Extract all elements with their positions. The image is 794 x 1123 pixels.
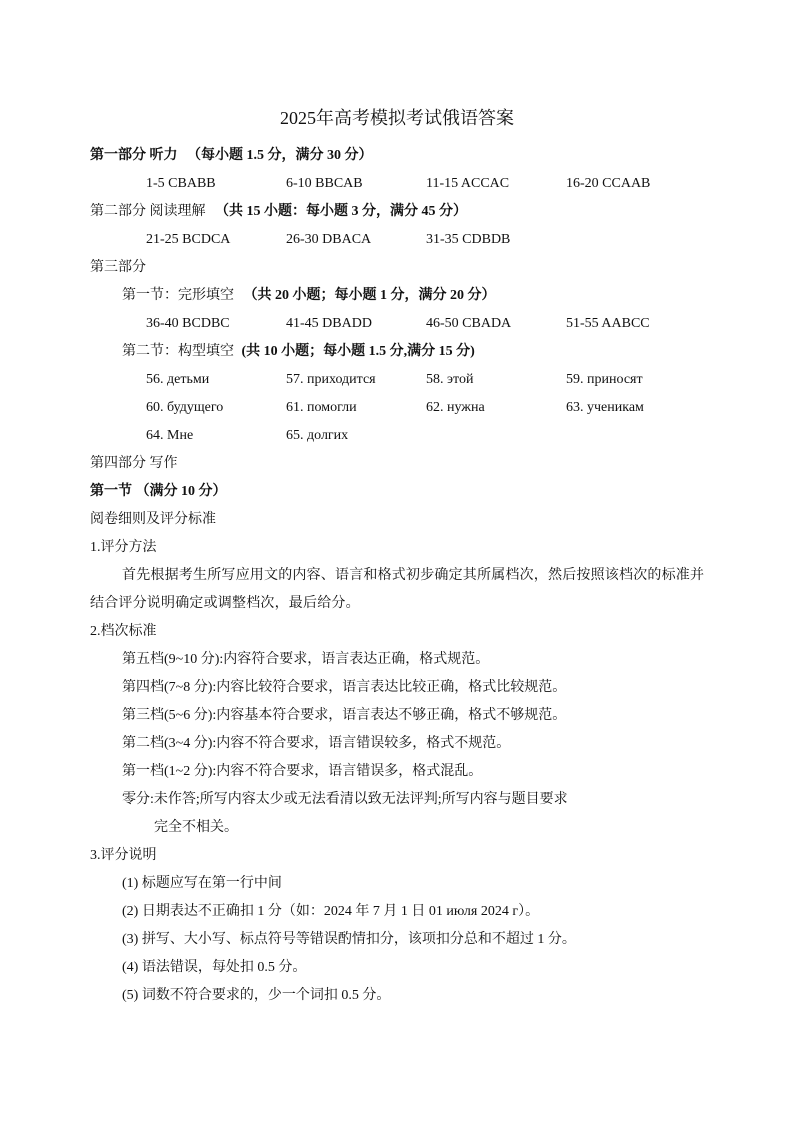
- rules-title: 阅卷细则及评分标准: [90, 512, 216, 527]
- method-title: 1.评分方法: [90, 540, 157, 555]
- answer-cell: 1-5 CBABB: [146, 176, 216, 191]
- page-title: 2025年高考模拟考试俄语答案: [280, 108, 514, 128]
- note-item: (3) 拼写、大小写、标点符号等错误酌情扣分，该项扣分总和不超过 1 分。: [122, 932, 576, 947]
- part2-score: （共 15 小题：每小题 3 分，满分 45 分）: [215, 204, 467, 219]
- note-item: (5) 词数不符合要求的，少一个词扣 0.5 分。: [122, 988, 391, 1003]
- answer-cell: 41-45 DBADD: [286, 316, 372, 331]
- levels-title: 2.档次标准: [90, 624, 157, 639]
- level-item: 第二档(3~4 分):内容不符合要求，语言错误较多，格式不规范。: [122, 736, 511, 751]
- note-item: (1) 标题应写在第一行中间: [122, 876, 282, 891]
- answer-cell: 65. долгих: [286, 428, 349, 443]
- part3-section1-score: （共 20 小题；每小题 1 分，满分 20 分）: [243, 288, 496, 303]
- notes-title: 3.评分说明: [90, 848, 157, 863]
- part2-heading-line: [90, 202, 467, 222]
- answer-cell: 59. приносят: [566, 372, 643, 387]
- answer-cell: 57. приходится: [286, 372, 376, 387]
- part1-heading: 第一部分 听力: [90, 148, 178, 163]
- part3-section1-line: [122, 286, 496, 306]
- answer-cell: 46-50 CBADA: [426, 316, 512, 331]
- answer-cell: 36-40 BCDBC: [146, 316, 230, 331]
- note-item: (2) 日期表达不正确扣 1 分（如：2024 年 7 月 1 日 01 июля 2024 г）。: [122, 904, 540, 919]
- zero-score-line2: 完全不相关。: [154, 820, 238, 835]
- answer-cell: 62. нужна: [426, 400, 485, 415]
- answer-cell: 26-30 DBACA: [286, 232, 372, 247]
- answer-cell: 51-55 AABCC: [566, 316, 650, 331]
- part3-section2-line: [122, 342, 475, 362]
- answer-cell: 64. Мне: [146, 428, 194, 443]
- level-item: 第五档(9~10 分):内容符合要求，语言表达正确，格式规范。: [122, 652, 490, 667]
- part4-section1-heading: 第一节 （满分 10 分）: [90, 484, 227, 499]
- answer-cell: 6-10 BBCAB: [286, 176, 363, 191]
- answer-cell: 16-20 CCAAB: [566, 176, 651, 191]
- part1-score: （每小题 1.5 分，满分 30 分）: [187, 148, 373, 163]
- level-item: 第四档(7~8 分):内容比较符合要求，语言表达比较正确，格式比较规范。: [122, 680, 567, 695]
- answer-cell: 56. детьми: [146, 372, 210, 387]
- part3-section2-heading: 第二节：构型填空: [122, 344, 234, 359]
- part1-heading-line: [90, 146, 373, 166]
- answer-cell: 31-35 CDBDB: [426, 232, 511, 247]
- answer-cell: 63. ученикам: [566, 400, 644, 415]
- part4-heading: 第四部分 写作: [90, 456, 178, 471]
- zero-score-line1: 零分:未作答;所写内容太少或无法看清以致无法评判;所写内容与题目要求: [122, 792, 568, 807]
- note-item: (4) 语法错误，每处扣 0.5 分。: [122, 960, 307, 975]
- answer-cell: 21-25 BCDCA: [146, 232, 231, 247]
- answer-cell: 58. этой: [426, 372, 474, 387]
- answer-cell: 60. будущего: [146, 400, 224, 415]
- level-item: 第三档(5~6 分):内容基本符合要求，语言表达不够正确，格式不够规范。: [122, 708, 567, 723]
- part2-heading: 第二部分 阅读理解: [90, 204, 206, 219]
- answer-cell: 11-15 ACCAC: [426, 176, 510, 191]
- level-item: 第一档(1~2 分):内容不符合要求，语言错误多，格式混乱。: [122, 764, 483, 779]
- method-text: 首先根据考生所写应用文的内容、语言和格式初步确定其所属档次，然后按照该档次的标准并结合评分说明确定或调整档次，最后给分。: [90, 568, 705, 611]
- answer-cell: 61. помогли: [286, 400, 357, 415]
- part3-section1-heading: 第一节：完形填空: [122, 288, 234, 303]
- part3-heading: 第三部分: [90, 260, 146, 275]
- part3-section2-score: (共 10 小题；每小题 1.5 分,满分 15 分): [241, 344, 475, 359]
